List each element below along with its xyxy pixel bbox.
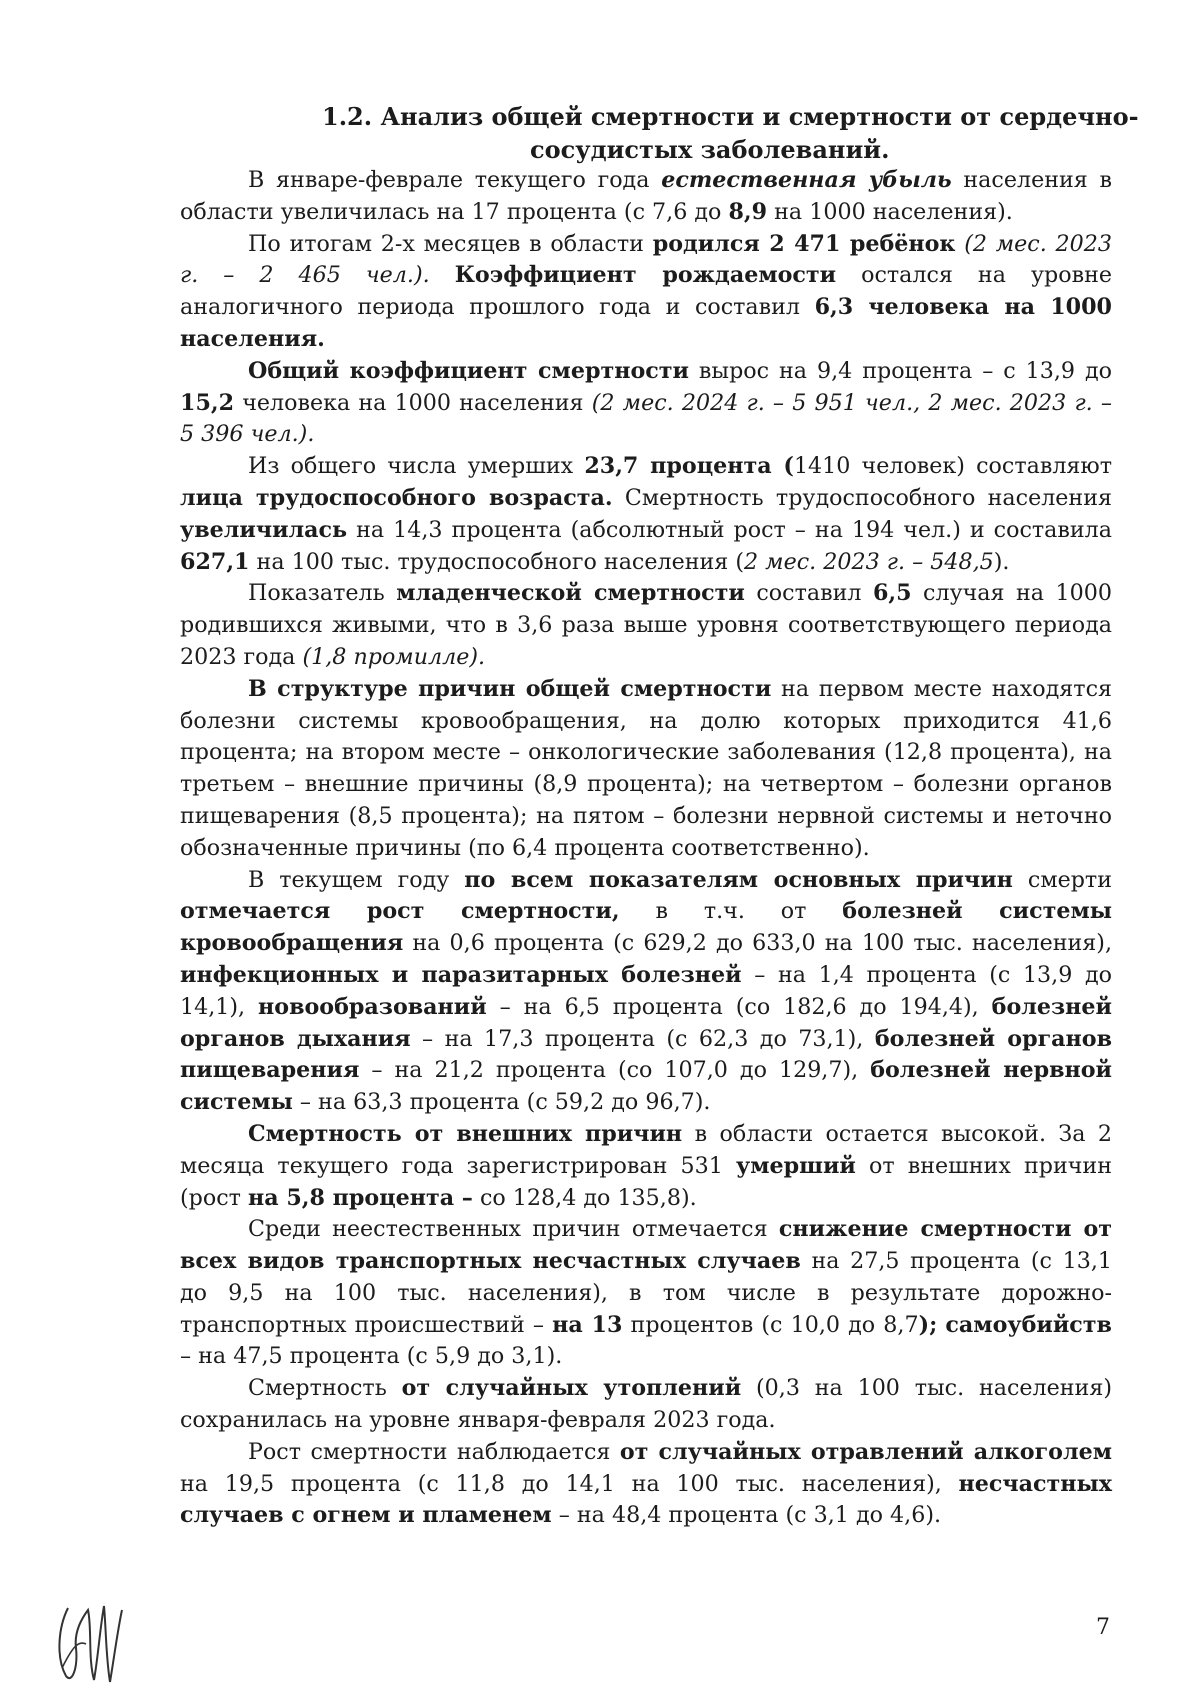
text-run: (1,8 промилле). [302, 643, 486, 670]
text-run: человека на 1000 населения [234, 389, 592, 416]
text-run: от внешних причин (рост [180, 1152, 1112, 1211]
text-run: – на 47,5 процента (с 5,9 до 3,1). [180, 1343, 563, 1370]
text-run: болезней органов пищеварения [180, 1025, 1113, 1084]
text-run: на первом месте находятся болезни системы кровообращения, на долю которых приходится 41,6 процента; на втором месте – онкологические заболевания (12,8 процента), на третьем – внешние причины (8,9 процента); на четвертом – болезни органов пищеварения (8,5 процента); на пятом – болезни нервной системы и неточно обозначенные причины (по 6,4 процента соответственно). [180, 675, 1113, 861]
paragraph [180, 865, 1112, 1119]
text-run: естественная убыль [661, 167, 952, 193]
paragraph [180, 1437, 1112, 1532]
text-run: 8,9 [728, 198, 768, 225]
text-run: – на 6,5 процента (со 182,6 до 194,4), [486, 993, 992, 1020]
text-run: на 27,5 процента (с 13,1 до 9,5 на 100 тыс. населения), в том числе в результате дорожно-транспортных происшествий – [180, 1248, 1112, 1338]
text-run: болезней нервной системы [180, 1057, 1112, 1116]
text-run: смерти [1012, 866, 1112, 893]
text-run: В текущем году [248, 866, 465, 893]
text-run: составил [744, 580, 873, 607]
text-run: на 1000 населения). [767, 198, 1013, 225]
text-run: от случайных утоплений [401, 1375, 742, 1402]
text-run: остался на уровне аналогичного периода прошлого года и составил [180, 262, 1112, 321]
handwritten-signature-icon [48, 1548, 138, 1688]
text-run: – на 1,4 процента (с 13,9 до 14,1), [180, 961, 1113, 1020]
text-run: на 13 [552, 1311, 623, 1338]
page-number: 7 [1096, 1615, 1110, 1640]
text-run: – на 63,3 процента (с 59,2 до 96,7). [292, 1089, 711, 1116]
paragraph [180, 165, 1112, 229]
text-run: В структуре причин общей смертности [248, 675, 772, 702]
text-run: несчастных случаев с огнем и пламенем [180, 1470, 1112, 1529]
text-run: Рост смертности наблюдается [248, 1438, 620, 1465]
text-run: Из общего числа умерших [248, 453, 585, 480]
text-run: – на 17,3 процента (с 62,3 до 73,1), [410, 1025, 875, 1052]
text-run: новообразований [258, 993, 487, 1020]
text-run: процентов (с 10,0 до 8,7 [622, 1311, 919, 1338]
text-run: 23,7 процента ( [584, 453, 794, 480]
text-run: В январе-феврале текущего года [248, 167, 662, 193]
text-run: населения в области увеличилась на 17 процента (с 7,6 до [180, 167, 1113, 225]
text-run: (2 мес. 2024 г. – 5 951 чел., 2 мес. 2023 г. – 5 396 чел.). [180, 389, 1112, 448]
paragraph [180, 451, 1112, 578]
text-run: на 5,8 процента – [247, 1184, 473, 1211]
text-run: по всем показателям основных причин [464, 866, 1013, 893]
text-run: случая на 1000 родившихся живыми, что в 3,6 раза выше уровня соответствующего периода 2023 года [180, 580, 1112, 670]
text-run: умерший [736, 1152, 856, 1179]
text-run: 6,5 [872, 580, 912, 607]
text-run: 627,1 [180, 548, 250, 575]
text-run: – на 48,4 процента (с 3,1 до 4,6). [551, 1502, 942, 1529]
text-run: 15,2 [180, 389, 235, 416]
text-run: Смертность [248, 1375, 402, 1402]
text-run: – на 21,2 процента (со 107,0 до 129,7), [359, 1057, 871, 1084]
text-run: от случайных отравлений алкоголем [619, 1438, 1112, 1465]
paragraph [180, 229, 1112, 356]
text-run: Общий коэффициент смертности [248, 357, 689, 384]
text-run: в т.ч. от [619, 898, 843, 925]
paragraph [180, 1214, 1112, 1373]
text-run: 6,3 человека на 1000 населения. [180, 294, 1112, 352]
text-run: Смертность от внешних причин [248, 1120, 683, 1147]
text-run [430, 262, 455, 288]
text-run: увеличилась [180, 516, 348, 543]
text-run: лица трудоспособного возраста. [180, 484, 613, 511]
text-run: Коэффициент рождаемости [454, 262, 837, 289]
paragraph [180, 356, 1112, 451]
section-heading-line-2: сосудистых заболеваний. [530, 135, 890, 164]
paragraph [180, 1373, 1112, 1437]
text-run: (0,3 на 100 тыс. населения) сохранилась на уровне января-февраля 2023 года. [180, 1375, 1113, 1434]
text-run: на 0,6 процента (с 629,2 до 633,0 на 100 тыс. населения), [403, 930, 1112, 957]
text-run: Среди неестественных причин отмечается [248, 1216, 779, 1243]
text-run: Смертность трудоспособного населения [612, 484, 1112, 511]
paragraph [180, 578, 1112, 673]
text-run: на 100 тыс. трудоспособного населения ( [249, 548, 745, 575]
text-run: младенческой смертности [396, 580, 745, 607]
text-run: снижение смертности от всех видов транспортных несчастных случаев [180, 1216, 1112, 1275]
text-run: По итогам 2-х месяцев в области [248, 230, 653, 257]
text-run: болезней системы кровообращения [180, 898, 1112, 957]
text-run: 2 мес. 2023 г. – 548,5 [744, 548, 994, 575]
text-run: инфекционных и паразитарных болезней [180, 961, 742, 988]
text-run: (2 мес. 2023 г. – 2 465 чел.). [180, 230, 1113, 289]
text-run: в области остается высокой. За 2 месяца текущего года зарегистрирован 531 [180, 1120, 1113, 1179]
paragraph [180, 674, 1112, 865]
text-run: болезней органов дыхания [180, 993, 1112, 1052]
text-run: ). [993, 548, 1010, 575]
text-run: вырос на 9,4 процента – с 13,9 до [688, 357, 1112, 384]
text-run: родился 2 471 ребёнок [652, 230, 956, 257]
text-run: на 19,5 процента (с 11,8 до 14,1 на 100 тыс. населения), [180, 1470, 959, 1497]
text-run: Показатель [248, 580, 397, 607]
text-run: со 128,4 до 135,8). [472, 1184, 697, 1211]
text-run: самоубийств [945, 1311, 1112, 1338]
text-run: 1410 человек) составляют [793, 453, 1112, 480]
section-heading [282, 100, 1139, 166]
text-run: на 14,3 процента (абсолютный рост – на 194 чел.) и составила [347, 516, 1112, 543]
section-heading-line-1: 1.2. Анализ общей смертности и смертности от сердечно- [322, 102, 1139, 131]
body-text [180, 165, 1112, 1532]
paragraph [180, 1119, 1112, 1214]
text-run: отмечается рост смертности, [180, 898, 620, 925]
text-run: ); [918, 1311, 938, 1338]
